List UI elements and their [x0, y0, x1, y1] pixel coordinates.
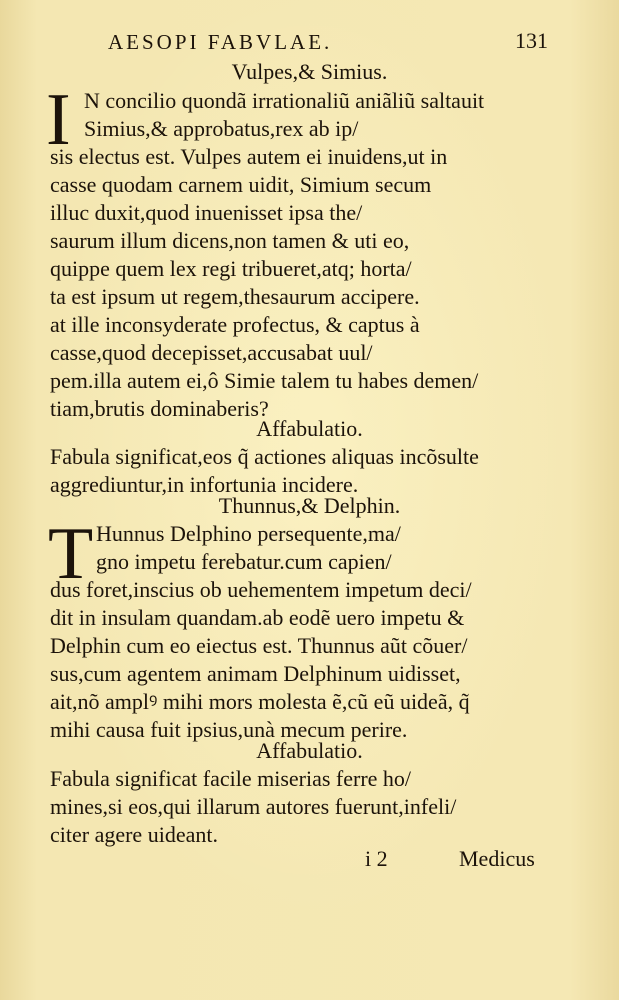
text-line: gno impetu ferebatur.cum capien/ — [96, 549, 392, 574]
text-line: pem.illa autem ei,ô Simie talem tu habes demen/ — [50, 368, 479, 393]
text-line: dit in insulam quandam.ab eodẽ uero impetu & — [50, 605, 465, 630]
signature-mark: i 2 — [365, 846, 388, 871]
text-line: at ille inconsyderate profectus, & captus à — [50, 312, 420, 337]
text-line: sis electus est. Vulpes autem ei inuidens,ut in — [50, 144, 448, 169]
text-line: sus,cum agentem animam Delphinum uidisset, — [50, 661, 461, 686]
moral-line: Fabula significat facile miserias ferre ho/ — [50, 766, 412, 791]
text-line: Delphin cum eo eiectus est. Thunnus aũt cõuer/ — [50, 633, 468, 658]
text-line: ait,nõ amplꝰ mihi mors molesta ẽ,cũ eũ uideã, q̃ — [50, 689, 470, 714]
moral-heading: Affabulatio. — [256, 738, 363, 763]
text-line: quippe quem lex regi tribueret,atq; horta/ — [50, 256, 412, 281]
text-line: N concilio quondã irrationaliũ aniãliũ saltauit — [84, 88, 485, 113]
drop-cap: I — [46, 79, 71, 161]
moral-line: mines,si eos,qui illarum autores fuerunt,infeli/ — [50, 794, 457, 819]
text-line: Simius,& approbatus,rex ab ip/ — [84, 116, 359, 141]
text-line: casse,quod decepisset,accusabat uul/ — [50, 340, 373, 365]
text-line: mihi causa fuit ipsius,unà mecum perire. — [50, 717, 408, 742]
page-header — [108, 24, 548, 60]
catchword: Medicus — [459, 846, 535, 871]
fable-title: Thunnus,& Delphin. — [218, 493, 401, 518]
drop-cap: T — [48, 513, 94, 595]
moral-line: aggrediuntur,in infortunia incidere. — [50, 472, 359, 497]
text-line: Hunnus Delphino persequente,ma/ — [96, 521, 401, 546]
moral-heading: Affabulatio. — [256, 416, 363, 441]
moral-line: citer agere uideant. — [50, 822, 218, 847]
text-line: casse quodam carnem uidit, Simium secum — [50, 172, 432, 197]
page-number: 131 — [515, 28, 548, 53]
text-line: dus foret,inscius ob uehementem impetum deci/ — [50, 577, 472, 602]
fable-title: Vulpes,& Simius. — [231, 59, 388, 84]
text-line: saurum illum dicens,non tamen & uti eo, — [50, 228, 410, 253]
running-title: AESOPI FABVLAE. — [108, 30, 333, 54]
moral-line: Fabula significat,eos q̃ actiones aliquas incõsulte — [50, 444, 479, 469]
text-line: illuc duxit,quod inuenisset ipsa the/ — [50, 200, 363, 225]
text-line: ta est ipsum ut regem,thesaurum accipere. — [50, 284, 420, 309]
text-line: tiam,brutis dominaberis? — [50, 396, 269, 421]
